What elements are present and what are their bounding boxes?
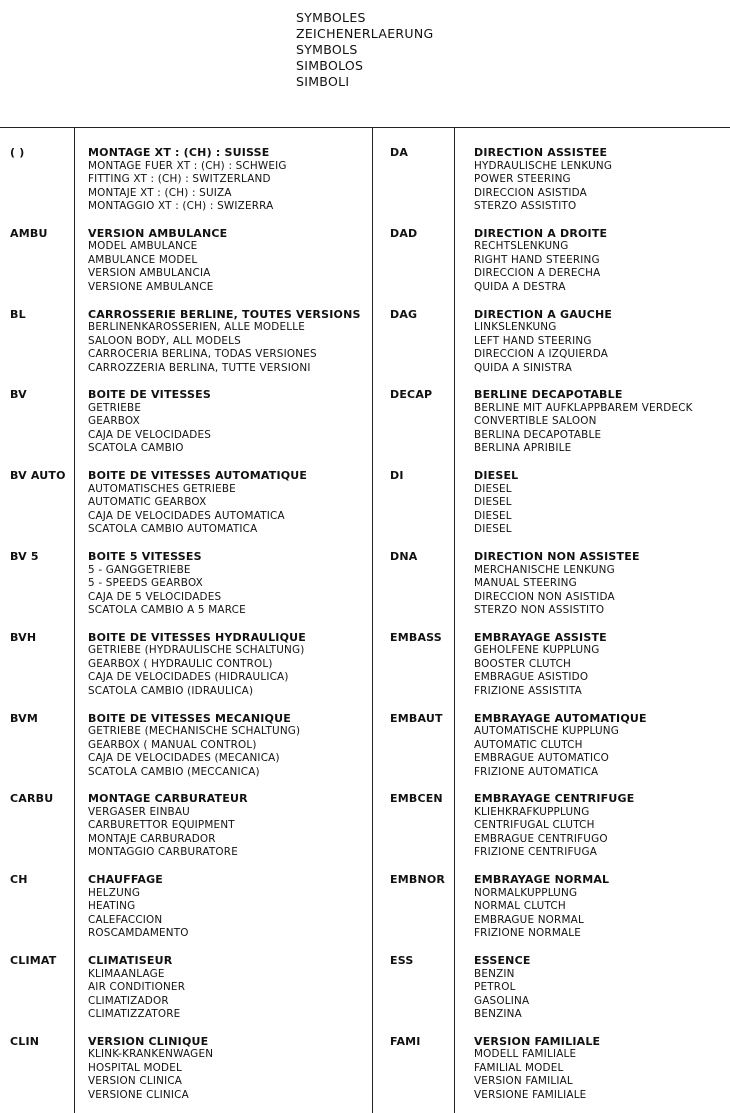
entry-heading: BOITE DE VITESSES AUTOMATIQUE <box>88 469 308 483</box>
entry-symbol: BL <box>10 307 26 321</box>
entry-translation: DIRECCION A IZQUIERDA <box>474 348 609 361</box>
entry-translation: SCATOLA CAMBIO AUTOMATICA <box>88 523 258 536</box>
entry-translation: CAJA DE VELOCIDADES <box>88 428 212 441</box>
entry-description <box>88 469 307 537</box>
entry-translation: VERSION CLINICA <box>88 1075 183 1088</box>
entry-translation: CENTRIFUGAL CLUTCH <box>474 819 595 832</box>
entry-translation: SCATOLA CAMBIO A 5 MARCE <box>88 604 246 616</box>
entry-heading: CARROSSERIE BERLINE, TOUTES VERSIONS <box>88 307 361 321</box>
entry-symbol: DAG <box>390 307 418 321</box>
entry-description <box>88 873 189 941</box>
entry-description <box>474 873 609 941</box>
entry-description <box>474 227 607 295</box>
entry-heading: BERLINE DECAPOTABLE <box>474 388 623 402</box>
entry-translation: DIRECCION A DERECHA <box>474 267 601 280</box>
entry-symbol: EMBAUT <box>390 711 443 725</box>
entry-translation: CARROCERIA BERLINA, TODAS VERSIONES <box>88 348 317 361</box>
entry-description <box>88 712 300 780</box>
entry-translation: HELZUNG <box>88 886 141 899</box>
entry-heading: EMBRAYAGE ASSISTE <box>474 630 607 644</box>
entry-translation: LEFT HAND STEERING <box>474 334 592 347</box>
entry-translation: FRIZIONE ASSISTITA <box>474 684 582 697</box>
entry-translation: GETRIEBE (HYDRAULISCHE SCHALTUNG) <box>88 644 305 657</box>
entry-translation: BENZINA <box>474 1008 522 1020</box>
entry-translation: DIESEL <box>474 523 512 536</box>
entry-translation: AIR CONDITIONER <box>88 981 186 993</box>
entry-translation: ROSCAMDAMENTO <box>88 927 189 940</box>
entry-heading: BOITE 5 VITESSES <box>88 550 202 563</box>
entry-symbol: EMBNOR <box>390 873 446 887</box>
entry-translation: QUIDA A DESTRA <box>474 280 566 293</box>
entry-translation: MONTAGE FUER XT : (CH) : SCHWEIG <box>88 159 287 172</box>
entry-heading: DIESEL <box>474 469 519 483</box>
entry-symbol: AMBU <box>10 226 48 240</box>
entry-description <box>88 792 248 860</box>
entry-translation: AUTOMATISCHES GETRIEBE <box>88 482 236 495</box>
title-line: SYMBOLES <box>296 10 366 25</box>
entry-translation: BERLINENKAROSSERIEN, ALLE MODELLE <box>88 321 306 334</box>
entry-translation: FITTING XT : (CH) : SWITZERLAND <box>88 173 271 185</box>
entry-translation: GEHOLFENE KUPPLUNG <box>474 644 600 657</box>
entry-translation: QUIDA A SINISTRA <box>474 361 573 374</box>
entry-translation: AUTOMATISCHE KUPPLUNG <box>474 725 620 738</box>
entry-description <box>88 388 211 456</box>
entry-heading: EMBRAYAGE CENTRIFUGE <box>474 792 635 806</box>
entry-heading: ESSENCE <box>474 954 531 967</box>
entry-translation: VERSIONE CLINICA <box>88 1088 189 1101</box>
entry-translation: HYDRAULISCHE LENKUNG <box>474 159 613 172</box>
entry-translation: FRIZIONE CENTRIFUGA <box>474 846 598 859</box>
entry-translation: VERGASER EINBAU <box>88 805 190 818</box>
entry-translation: BERLINE MIT AUFKLAPPBAREM VERDECK <box>474 401 693 414</box>
entry-translation: LINKSLENKUNG <box>474 321 557 334</box>
entry-description <box>474 792 634 860</box>
entry-translation: FRIZIONE NORMALE <box>474 927 582 940</box>
entry-translation: SALOON BODY, ALL MODELS <box>88 334 241 347</box>
entry-symbol: BV 5 <box>10 550 39 563</box>
entry-translation: CAJA DE 5 VELOCIDADES <box>88 590 222 603</box>
entry-translation: KLIEHKRAFKUPPLUNG <box>474 805 590 818</box>
entry-translation: 5 - SPEEDS GEARBOX <box>88 577 203 589</box>
entry-description <box>474 308 612 376</box>
entry-description <box>474 954 531 1022</box>
entry-symbol: DECAP <box>390 388 433 402</box>
entry-symbol: CLIN <box>10 1034 40 1048</box>
entry-description <box>88 954 185 1022</box>
entry-symbol: ( ) <box>10 146 25 159</box>
entry-translation: DIESEL <box>474 482 512 495</box>
entry-translation: FRIZIONE AUTOMATICA <box>474 765 599 778</box>
entry-translation: EMBRAGUE CENTRIFUGO <box>474 832 608 845</box>
entry-translation: EMBRAGUE AUTOMATICO <box>474 752 610 765</box>
entry-translation: GEARBOX ( MANUAL CONTROL) <box>88 738 257 751</box>
entry-translation: NORMALKUPPLUNG <box>474 886 578 899</box>
entry-translation: BENZIN <box>474 967 515 980</box>
entry-translation: HOSPITAL MODEL <box>88 1061 182 1074</box>
entry-heading: VERSION CLINIQUE <box>88 1034 209 1048</box>
entry-description <box>88 1035 213 1103</box>
entry-translation: SCATOLA CAMBIO (MECCANICA) <box>88 765 260 778</box>
entry-symbol: CH <box>10 873 28 887</box>
entry-symbol: ESS <box>390 954 414 967</box>
entry-description <box>88 631 306 699</box>
entry-translation: VERSION AMBULANCIA <box>88 267 211 280</box>
entry-symbol: BVH <box>10 630 37 644</box>
entry-symbol: DI <box>390 469 404 483</box>
entry-heading: BOITE DE VITESSES HYDRAULIQUE <box>88 630 306 644</box>
entry-translation: DIESEL <box>474 496 512 509</box>
entry-heading: DIRECTION ASSISTEE <box>474 146 608 159</box>
symbols-table <box>0 127 730 1113</box>
entry-translation: PETROL <box>474 981 516 993</box>
entry-symbol: DAD <box>390 226 418 240</box>
entry-translation: AMBULANCE MODEL <box>88 253 198 266</box>
entry-symbol: BV <box>10 388 27 402</box>
entry-description <box>474 1035 600 1103</box>
title-line: SYMBOLS <box>296 42 358 57</box>
entry-translation: VERSIONE AMBULANCE <box>88 280 214 293</box>
entry-translation: STERZO NON ASSISTITO <box>474 604 605 616</box>
entry-translation: STERZO ASSISTITO <box>474 200 577 212</box>
entry-symbol: DA <box>390 146 409 159</box>
title-line: SIMBOLI <box>296 74 350 89</box>
entry-translation: BERLINA DECAPOTABLE <box>474 428 602 441</box>
entry-translation: FAMILIAL MODEL <box>474 1061 564 1074</box>
entry-symbol: CLIMAT <box>10 954 57 967</box>
entry-translation: MODELL FAMILIALE <box>474 1048 577 1061</box>
title-block <box>296 10 433 90</box>
entry-translation: VERSIONE FAMILIALE <box>474 1088 587 1101</box>
entry-translation: MONTAJE CARBURADOR <box>88 832 216 845</box>
entry-description <box>474 146 612 214</box>
entry-translation: MONTAGGIO XT : (CH) : SWIZERRA <box>88 200 274 212</box>
title-line: ZEICHENERLAERUNG <box>296 26 434 41</box>
entry-translation: KLINK-KRANKENWAGEN <box>88 1048 214 1061</box>
entry-symbol: EMBCEN <box>390 792 443 806</box>
entry-symbol: EMBASS <box>390 630 442 644</box>
entry-heading: EMBRAYAGE AUTOMATIQUE <box>474 711 647 725</box>
entry-symbol: BVM <box>10 711 38 725</box>
entry-description <box>474 388 693 456</box>
entry-heading: DIRECTION A GAUCHE <box>474 307 613 321</box>
entry-translation: CARROZZERIA BERLINA, TUTTE VERSIONI <box>88 361 311 374</box>
entry-translation: MANUAL STEERING <box>474 577 577 589</box>
entry-translation: CAJA DE VELOCIDADES (MECANICA) <box>88 752 280 765</box>
entry-translation: SCATOLA CAMBIO <box>88 442 184 455</box>
entry-translation: DIESEL <box>474 509 512 522</box>
entry-translation: 5 - GANGGETRIEBE <box>88 563 191 576</box>
entry-heading: CLIMATISEUR <box>88 954 173 967</box>
title-line: SIMBOLOS <box>296 58 364 73</box>
entry-translation: KLIMAANLAGE <box>88 967 165 980</box>
entry-translation: AUTOMATIC CLUTCH <box>474 738 583 751</box>
entry-symbol: CARBU <box>10 792 54 806</box>
entry-translation: MODEL AMBULANCE <box>88 240 198 253</box>
entry-translation: POWER STEERING <box>474 173 571 185</box>
entry-translation: BERLINA APRIBILE <box>474 442 572 455</box>
entry-translation: CAJA DE VELOCIDADES (HIDRAULICA) <box>88 671 289 684</box>
entry-description <box>88 550 246 618</box>
entry-description <box>474 469 518 537</box>
entry-heading: VERSION AMBULANCE <box>88 226 228 240</box>
entry-translation: VERSION FAMILIAL <box>474 1075 573 1088</box>
entry-heading: BOITE DE VITESSES <box>88 388 211 402</box>
entry-translation: GETRIEBE <box>88 401 142 414</box>
entry-translation: BOOSTER CLUTCH <box>474 657 572 670</box>
entry-translation: DIRECCION NON ASISTIDA <box>474 590 615 603</box>
entry-translation: NORMAL CLUTCH <box>474 900 566 913</box>
entry-translation: AUTOMATIC GEARBOX <box>88 496 207 509</box>
entry-translation: CLIMATIZZATORE <box>88 1008 181 1020</box>
entry-heading: DIRECTION A DROITE <box>474 226 608 240</box>
entry-heading: DIRECTION NON ASSISTEE <box>474 550 640 563</box>
entry-heading: MONTAGE XT : (CH) : SUISSE <box>88 146 270 159</box>
entry-heading: VERSION FAMILIALE <box>474 1034 601 1048</box>
entry-symbol: FAMI <box>390 1034 421 1048</box>
entry-description <box>88 227 227 295</box>
entry-translation: HEATING <box>88 900 136 913</box>
entry-translation: EMBRAGUE NORMAL <box>474 913 584 926</box>
entry-symbol: BV AUTO <box>10 469 66 483</box>
entry-description <box>88 146 287 214</box>
entry-translation: CARBURETTOR EQUIPMENT <box>88 819 235 832</box>
entry-translation: MERCHANISCHE LENKUNG <box>474 563 615 576</box>
entry-heading: MONTAGE CARBURATEUR <box>88 792 248 806</box>
entry-translation: MONTAJE XT : (CH) : SUIZA <box>88 186 232 199</box>
entry-description <box>474 631 607 699</box>
entry-translation: CLIMATIZADOR <box>88 994 169 1007</box>
entry-heading: BOITE DE VITESSES MECANIQUE <box>88 711 291 725</box>
entry-translation: GETRIEBE (MECHANISCHE SCHALTUNG) <box>88 725 301 738</box>
entry-translation: GEARBOX ( HYDRAULIC CONTROL) <box>88 657 273 670</box>
entry-translation: RIGHT HAND STEERING <box>474 253 600 266</box>
entry-translation: CONVERTIBLE SALOON <box>474 415 597 428</box>
entry-translation: SCATOLA CAMBIO (IDRAULICA) <box>88 684 254 697</box>
entry-translation: GEARBOX <box>88 415 140 428</box>
entry-translation: GASOLINA <box>474 994 530 1007</box>
entry-heading: EMBRAYAGE NORMAL <box>474 873 610 887</box>
entry-description <box>88 308 361 376</box>
entry-translation: RECHTSLENKUNG <box>474 240 569 253</box>
entry-description <box>474 712 647 780</box>
entry-translation: EMBRAGUE ASISTIDO <box>474 671 589 684</box>
entry-description <box>474 550 640 618</box>
entry-translation: MONTAGGIO CARBURATORE <box>88 846 238 859</box>
entry-translation: CALEFACCION <box>88 913 163 926</box>
entry-symbol: DNA <box>390 550 418 563</box>
entry-translation: DIRECCION ASISTIDA <box>474 186 587 199</box>
entry-translation: CAJA DE VELOCIDADES AUTOMATICA <box>88 509 285 522</box>
entry-heading: CHAUFFAGE <box>88 873 164 887</box>
